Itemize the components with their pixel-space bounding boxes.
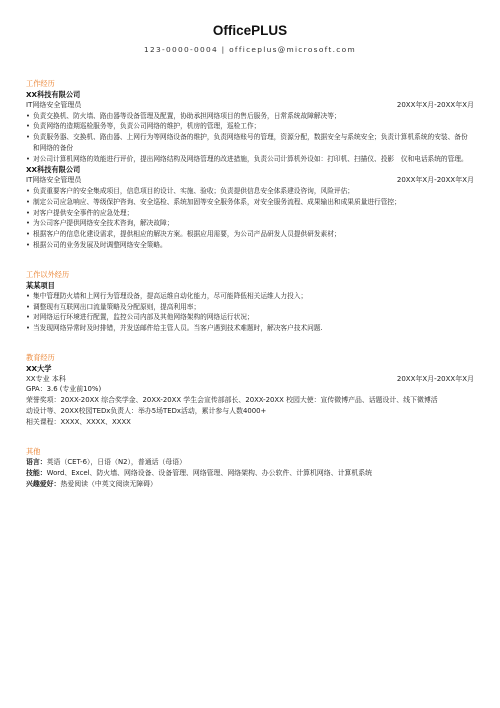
job-role: IT网络安全管理员: [26, 101, 82, 109]
list-item: • 当发现网络异常时及时排错，并发送邮件给主管人员。当客户遇到技术难题时，解决客户技术问题.: [26, 323, 474, 334]
language-line: [26, 457, 474, 468]
skills-value: Word、Excel、防火墙、网络设备、设备管理、网络管理、网络架构、办公软件、计算机网络、计算机系统: [46, 468, 373, 477]
candidate-name: OfficePLUS: [212, 23, 288, 38]
job-header-row: [26, 100, 474, 111]
project-name: 某某项目: [26, 280, 55, 290]
school-name: XX大学: [26, 363, 52, 373]
list-item: • 负责网络的造期巡检服务等，负责公司网络的维护，机房的管理，巡检工作；: [26, 121, 474, 132]
education-honors-continued: 动设计等、20XX校园TEDx负责人：举办5场TEDx活动，累计参与人数4000+: [26, 407, 267, 416]
job-entry: [26, 164, 474, 250]
job-company: XX科技有限公司: [26, 90, 81, 99]
list-item: • 对客户提供安全事件的应急处理；: [26, 208, 474, 219]
list-item: • 集中管理防火墙和上网行为管理设备，提高运维自动化能力，尽可能降低相关运维人力投入；: [26, 291, 474, 302]
education-section-title: 教育经历: [26, 352, 55, 362]
work-section-title: 工作经历: [26, 79, 55, 88]
skills-label: 技能：: [26, 468, 47, 477]
other-section-title: 其他: [26, 447, 41, 457]
job-period: 20XX年X月-20XX年X月: [396, 101, 474, 109]
job-bullets: [26, 111, 474, 165]
skills-line: [26, 468, 474, 479]
list-item: • 根据客户的信息化建设需求，提供相应的解决方案。根据应用需要，为公司产品研发人员提供研发素材；: [26, 229, 474, 240]
list-item: • 制定公司应急响应、等级保护咨询、安全巡检、系统加固等安全服务体系，对安全服务流程、成果输出和成果质量进行管控；: [26, 197, 474, 208]
education-gpa: GPA：3.6 (专业前10%): [26, 385, 102, 394]
hobby-label: 兴趣爱好：: [26, 479, 61, 488]
list-item: • 调整现有互联网出口流量策略及分配原则，提高利用率；: [26, 302, 474, 313]
job-bullets: [26, 186, 474, 251]
contact-line: 123-0000-0004 | officeplus@microsoft.com: [144, 45, 356, 54]
education-header-row: [26, 374, 474, 385]
education-section: [26, 352, 474, 428]
education-major: XX专业 本科: [26, 374, 66, 383]
education-period: 20XX年X月-20XX年X月: [396, 374, 474, 383]
job-company: XX科技有限公司: [26, 165, 81, 175]
hobby-line: [26, 479, 474, 490]
education-courses: 相关课程：XXXX、XXXX、XXXX: [26, 418, 131, 427]
list-item: • 对公司计算机网络的效能进行评价，提出网络结构及网络管理的改进措施，负责公司计算机外设如：打印机、扫描仪、投影 仪和电话系统的管理。: [26, 154, 474, 165]
list-item: • 负责重要客户的安全集成项目，信息项目的设计、实施、验收；负责提供信息安全体系建设咨询，风险评估；: [26, 186, 474, 197]
job-entry: [26, 89, 474, 164]
list-item: • 根据公司的业务发展及时调整网络安全策略。: [26, 240, 474, 251]
list-item: • 负责交换机、防火墙、路由器等设备管理及配置，协助承担网络项目的售后服务，日常系统故障解决等；: [26, 111, 474, 122]
extra-section-title: 工作以外经历: [26, 269, 70, 279]
language-label: 语言：: [26, 458, 47, 467]
education-honors: 荣誉奖项：20XX-20XX 综合奖学金、20XX-20XX 学生会宣传部部长、20XX-20XX 校园大使：宣传微博产品、话题设计、线下微博活: [26, 396, 438, 405]
project-bullets: [26, 291, 474, 334]
list-item: • 负责服务器、交换机、路由器、上网行为等网络设备的维护，负责网络账号的管理，资源分配，数据安全与系统安全；负责计算机系统的安装、备份和网络的备份: [26, 132, 474, 154]
language-value: 英语（CET-6），日语（N2），普通话（母语）: [46, 458, 187, 467]
list-item: • 对网络运行环境进行配置，监控公司内部及其他网络架构的网络运行状况；: [26, 312, 474, 323]
other-section: [26, 446, 474, 490]
job-period: 20XX年X月-20XX年X月: [396, 176, 474, 185]
list-item: • 为公司客户提供网络安全技术咨询，解决故障；: [26, 218, 474, 229]
job-header-row: [26, 175, 474, 186]
work-section: [26, 78, 474, 251]
hobby-value: 热爱阅读（中英文阅读无障碍）: [60, 479, 157, 488]
job-role: IT网络安全管理员: [26, 176, 82, 185]
extra-section: [26, 269, 474, 334]
